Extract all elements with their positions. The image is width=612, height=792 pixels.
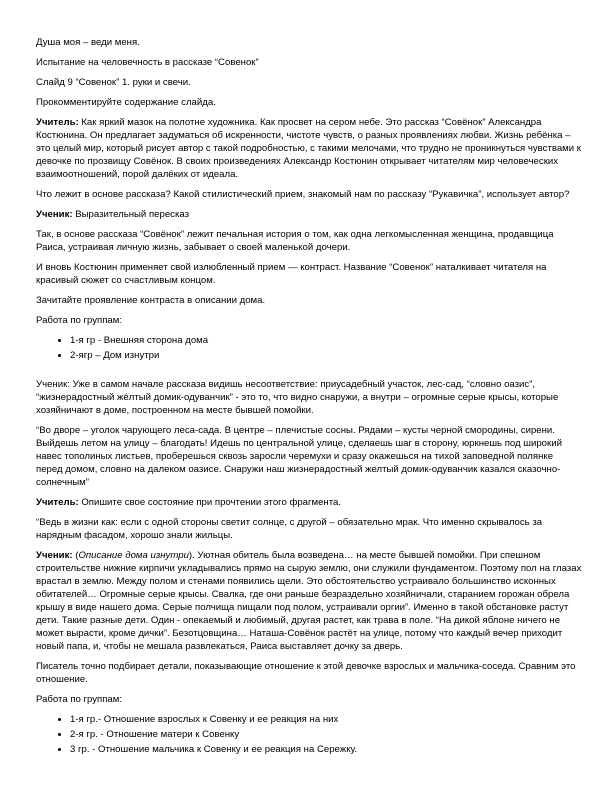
groups-list-1	[36, 334, 582, 362]
italic-note: Описание дома изнутри	[78, 550, 189, 561]
line-1: Душа моя – веди меня.	[36, 37, 140, 48]
paragraph-text: ). Уютная обитель была возведена… на месте бывшей помойки. При спешном строительстве нижние кирпичи укладывались прямо на сырую землю, они служили фундаментом. Поэтому пол на глазах врастал в землю. Между полом и стенами появились щели. Это обстоятельство устраивало большинство исконных обитателей… Огромные серые крысы. Свалка, где они раньше безраздельно хозяйничали, старанием горожан обрела крышу в виде нашего дома. Серые полчища пищали под полом, устраивали оргии”. Именно в такой обстановке растут дети. Такие разные дети. Один - опекаемый и любимый, другая растет, как трава в поле. “На дикой яблоне ничего не может вырасти, кроме дички”. Безотцовщина… Наташа-Совёнок растёт на улице, потому что каждый вечер приходит новый папа, и, чтобы не мешала развлекаться, Раиса выставляет дочку за дверь.	[36, 550, 582, 652]
task-paragraph: Зачитайте проявление контраста в описании дома.	[36, 295, 266, 306]
line-4: Прокомментируйте содержание слайда.	[36, 97, 216, 108]
groups-title-2: Работа по группам:	[36, 694, 123, 705]
story-basis-paragraph: Так, в основе рассказа “Совёнок” лежит печальная история о том, как одна легкомысленная женщина, продавщица Раиса, устраивая личную жизнь, забывает о своей маленькой дочери.	[36, 229, 554, 253]
speaker-label: Ученик:	[36, 550, 73, 561]
groups-list-2	[36, 713, 582, 756]
teacher-paragraph-2	[36, 496, 582, 509]
paragraph-text: Выразительный пересказ	[72, 209, 189, 220]
contrast-paragraph: И вновь Костюнин применяет свой излюбленный прием — контраст. Название “Совенок” наталкивает читателя на красивый сюжет со счастливым концом.	[36, 262, 547, 286]
list-item: • 1-я гр.- Отношение взрослых к Совенку и ее реакция на них	[70, 713, 582, 726]
teacher-paragraph-1	[36, 116, 582, 181]
writer-paragraph: Писатель точно подбирает детали, показывающие отношение к этой девочке взрослых и мальчика-соседа. Сравним это отношение.	[36, 661, 576, 685]
question-paragraph: Что лежит в основе рассказа? Какой стилистический прием, знакомый нам по рассказу “Рукавичка”, использует автор?	[36, 189, 570, 200]
list-item: • 2-ягр – Дом изнутри	[70, 349, 582, 362]
quote-paragraph-1: “Во дворе – уголок чарующего леса-сада. В центре – плечистые сосны. Рядами – кусты черной смородины, сирени. Выйдешь летом на улицу – благодать! Идешь по центральной улице, сделаешь шаг в сторону, юркнешь под широкий навес тополиных листьев, проберешься сквозь заросли черемухи и сразу окажешься на тихой заповедной полянке перед домом, словно на далеком оазисе. Снаружи наш жизнерадостный желтый домик-одуванчик казался сказочно-солнечным”	[36, 425, 562, 488]
paragraph-text: Опишите свое состояние при прочтении этого фрагмента.	[78, 497, 342, 508]
line-2: Испытание на человечность в рассказе “Совенок”	[36, 57, 259, 68]
list-item: • 3 гр. - Отношение мальчика к Совенку и ее реакция на Сережку.	[70, 743, 582, 756]
quote-paragraph-2: “Ведь в жизни как: если с одной стороны светит солнце, с другой – обязательно мрак. Что именно скрывалось за нарядным фасадом, хорошо знали жильцы.	[36, 517, 543, 541]
list-item: • 1-я гр - Внешняя сторона дома	[70, 334, 582, 347]
groups-title-1: Работа по группам:	[36, 315, 123, 326]
student-paragraph-3: Ученик: (Описание дома изнутри). Уютная обитель была возведена… на месте бывшей помойки. При спешном строительстве нижние кирпичи укладывались прямо на сырую землю, они служили фундаментом. Поэтому пол на глазах врастал в землю. Между полом и стенами появились щели. Это обстоятельство устраивало большинство исконных обитателей… Огромные серые крысы. Свалка, где они раньше безраздельно хозяйничали, старанием горожан обрела крышу в виде нашего дома. Серые полчища пищали под полом, устраивали оргии”. Именно в такой обстановке растут дети. Такие разные дети. Один - опекаемый и любимый, другая растет, как трава в поле. “На дикой яблоне ничего не может вырасти, кроме дички”. Безотцовщина… Наташа-Совёнок растёт на улице, потому что каждый вечер приходит новый папа, и, чтобы не мешала развлекаться, Раиса выставляет дочку за дверь.	[36, 550, 582, 652]
student-paragraph-1	[36, 208, 582, 221]
speaker-label: Учитель:	[36, 117, 79, 128]
student-paragraph-2: Ученик: Уже в самом начале рассказа видишь несоответствие: приусадебный участок, лес-сад, “словно оазис”, “жизнерадостный жёлтый домик-одуванчик” - это то, что видно снаружи, а внутри – огромные серые крысы, которые хозяйничают в доме, построенном на месте бывшей помойки.	[36, 379, 559, 416]
speaker-label: Ученик:	[36, 209, 73, 220]
speaker-label: Учитель:	[36, 497, 79, 508]
line-3: Слайд 9 “Совенок” 1. руки и свечи.	[36, 77, 191, 88]
paragraph-text: Как яркий мазок на полотне художника. Как просвет на сером небе. Это рассказ “Совёнок” Александра Костюнина. Он предлагает задуматься об искренности, чистоте чувств, о разных проявлениях любви. Жизнь ребёнка – это целый мир, который рисует автор с такой подробностью, с такими мелочами, что трудно не проникнуться чувствами к девочке по прозвищу Совёнок. В своих произведениях Александр Костюнин открывает читателям мир человеческих взаимоотношений, порой далёких от идеала.	[36, 117, 581, 180]
list-item: • 2-я гр. - Отношение матери к Совенку	[70, 728, 582, 741]
